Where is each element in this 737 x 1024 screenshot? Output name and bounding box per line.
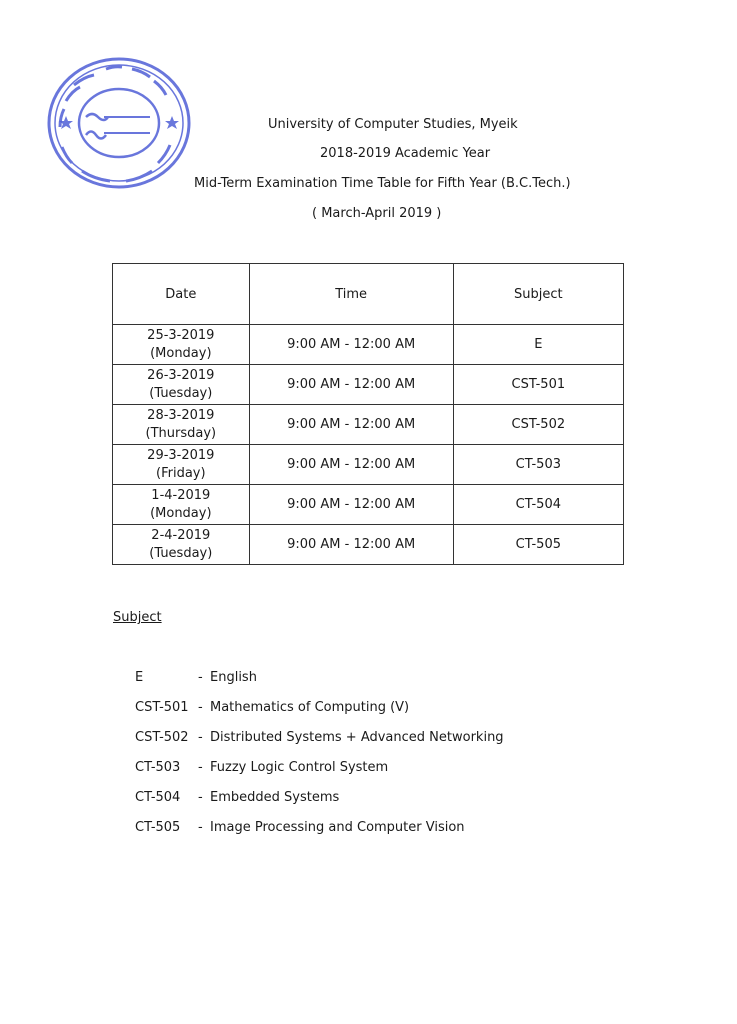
legend-subject-name: Distributed Systems + Advanced Networking: [210, 730, 504, 745]
legend-subject-name: English: [210, 670, 257, 685]
column-header-date: Date: [113, 264, 250, 325]
date-cell: [113, 365, 250, 405]
legend-code: CT-504: [135, 790, 181, 805]
legend-subject-name: Embedded Systems: [210, 790, 340, 805]
legend-separator: -: [198, 700, 203, 715]
date-cell: [113, 525, 250, 565]
column-header-subject: Subject: [453, 264, 623, 325]
exam-day: (Tuesday): [149, 545, 213, 561]
subject-cell: CST-501: [453, 365, 623, 405]
exam-date: 28-3-2019: [147, 407, 215, 423]
academic-year: 2018-2019 Academic Year: [320, 146, 491, 161]
legend-code: CST-502: [135, 730, 189, 745]
exam-date: 1-4-2019: [151, 487, 211, 503]
legend-code: CT-503: [135, 760, 181, 775]
date-cell: [113, 405, 250, 445]
exam-date: 29-3-2019: [147, 447, 215, 463]
exam-date: 26-3-2019: [147, 367, 215, 383]
date-cell: [113, 445, 250, 485]
timetable-header-row: [113, 264, 624, 325]
date-cell: [113, 485, 250, 525]
subject-cell: CT-504: [453, 485, 623, 525]
table-row: [113, 365, 624, 405]
subject-cell: E: [453, 325, 623, 365]
time-cell: 9:00 AM - 12:00 AM: [249, 445, 453, 485]
date-cell: [113, 325, 250, 365]
exam-day: (Tuesday): [149, 385, 213, 401]
table-row: [113, 405, 624, 445]
exam-day: (Friday): [156, 465, 206, 481]
university-name: University of Computer Studies, Myeik: [268, 117, 518, 132]
exam-day: (Monday): [150, 345, 212, 361]
legend-separator: -: [198, 760, 203, 775]
column-header-time: Time: [249, 264, 453, 325]
time-cell: 9:00 AM - 12:00 AM: [249, 485, 453, 525]
legend-subject-name: Image Processing and Computer Vision: [210, 820, 465, 835]
official-seal-icon: [46, 55, 192, 191]
subject-cell: CT-505: [453, 525, 623, 565]
exam-day: (Thursday): [145, 425, 217, 441]
legend-code: E: [135, 670, 144, 685]
timetable: [112, 263, 624, 565]
time-cell: 9:00 AM - 12:00 AM: [249, 405, 453, 445]
exam-period: ( March-April 2019 ): [312, 206, 442, 221]
subject-cell: CT-503: [453, 445, 623, 485]
time-cell: 9:00 AM - 12:00 AM: [249, 365, 453, 405]
time-cell: 9:00 AM - 12:00 AM: [249, 525, 453, 565]
exam-date: 25-3-2019: [147, 327, 215, 343]
table-row: [113, 445, 624, 485]
time-cell: 9:00 AM - 12:00 AM: [249, 325, 453, 365]
table-row: [113, 525, 624, 565]
legend-code: CST-501: [135, 700, 189, 715]
legend-subject-name: Mathematics of Computing (V): [210, 700, 410, 715]
legend-separator: -: [198, 670, 203, 685]
exam-date: 2-4-2019: [151, 527, 211, 543]
legend-code: CT-505: [135, 820, 181, 835]
legend-title: Subject: [113, 610, 162, 625]
table-row: [113, 325, 624, 365]
legend-subject-name: Fuzzy Logic Control System: [210, 760, 389, 775]
exam-title: Mid-Term Examination Time Table for Fifth Year (B.C.Tech.): [194, 176, 571, 191]
legend-separator: -: [198, 820, 203, 835]
exam-day: (Monday): [150, 505, 212, 521]
subject-cell: CST-502: [453, 405, 623, 445]
legend-separator: -: [198, 730, 203, 745]
legend-separator: -: [198, 790, 203, 805]
table-row: [113, 485, 624, 525]
